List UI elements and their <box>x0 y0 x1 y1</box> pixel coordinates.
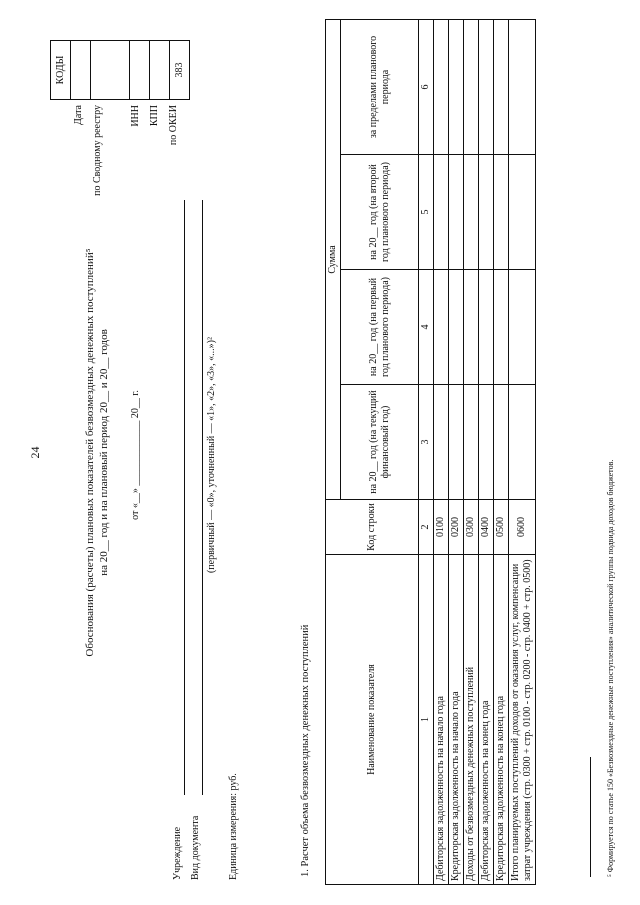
cell-empty <box>434 270 449 385</box>
cell-empty <box>509 19 536 154</box>
row-code: 0500 <box>494 500 509 555</box>
cell-empty <box>464 19 479 154</box>
cell-empty <box>479 385 494 500</box>
row-name: Доходы от безвозмездных денежных поступлений <box>464 555 479 885</box>
cell-empty <box>494 19 509 154</box>
codes-header: КОДЫ <box>51 41 71 100</box>
cell-empty <box>509 385 536 500</box>
row-code: 0200 <box>449 500 464 555</box>
document-title: Обоснования (расчеты) плановых показателей безвозмездных денежных поступлений⁵ <box>84 248 96 657</box>
col-number-3: 3 <box>419 385 434 500</box>
header-sum-beyond-plan: за пределами планового периода <box>341 19 419 154</box>
doc-type-label: Вид документа <box>190 815 201 880</box>
cell-empty <box>464 270 479 385</box>
col-number-6: 6 <box>419 19 434 154</box>
calculation-table <box>325 19 536 885</box>
institution-underline <box>184 200 185 795</box>
table-row <box>434 19 449 884</box>
cell-empty <box>449 19 464 154</box>
table-row <box>479 19 494 884</box>
cell-empty <box>464 385 479 500</box>
cell-empty <box>509 270 536 385</box>
col-number-2: 2 <box>419 500 434 555</box>
cell-empty <box>449 270 464 385</box>
col-number-5: 5 <box>419 155 434 270</box>
unit-label: Единица измерения: руб. <box>228 773 239 880</box>
institution-label: Учреждение <box>172 826 183 880</box>
header-sum-second-plan-year: на 20__ год (на второй год планового периода) <box>341 155 419 270</box>
codes-table <box>50 40 190 100</box>
cell-empty <box>494 270 509 385</box>
table-row <box>464 19 479 884</box>
cell-empty <box>464 155 479 270</box>
page-number: 24 <box>28 446 42 459</box>
row-name: Кредиторская задолженность на начало года <box>449 555 464 885</box>
code-value-inn <box>130 41 150 100</box>
cell-empty <box>434 385 449 500</box>
row-name: Кредиторская задолженность на конец года <box>494 555 509 885</box>
document-date-line: от «__» _____________ 20__ г. <box>130 390 141 520</box>
doc-type-hint: (первичный — «0», уточненный — «1», «2», «3», «...»)² <box>206 336 217 574</box>
cell-empty <box>509 155 536 270</box>
row-code: 0300 <box>464 500 479 555</box>
code-value-kpp <box>150 41 170 100</box>
table-row <box>449 19 464 884</box>
cell-empty <box>434 155 449 270</box>
col-number-4: 4 <box>419 270 434 385</box>
row-code: 0400 <box>479 500 494 555</box>
cell-empty <box>449 385 464 500</box>
cell-empty <box>434 19 449 154</box>
cell-empty <box>479 19 494 154</box>
code-label-inn: ИНН <box>130 105 141 127</box>
row-code: 0100 <box>434 500 449 555</box>
header-row-code: Код строки <box>326 500 419 555</box>
header-sum-current-year: на 20__ год (на текущий финансовый год) <box>341 385 419 500</box>
cell-empty <box>479 155 494 270</box>
code-label-registry: по Сводному реестру <box>92 105 103 196</box>
cell-empty <box>494 385 509 500</box>
code-label-okei: по ОКЕИ <box>168 105 179 146</box>
footnote-separator <box>590 757 591 877</box>
cell-empty <box>494 155 509 270</box>
code-value-registry <box>91 41 130 100</box>
section-title: 1. Расчет объема безвозмездных денежных поступлений <box>300 624 311 877</box>
doc-type-underline <box>202 200 203 795</box>
table-row <box>494 19 509 884</box>
header-sum: Сумма <box>326 19 341 499</box>
code-label-date: Дата <box>73 105 84 125</box>
header-sum-first-plan-year: на 20__ год (на первый год планового периода) <box>341 270 419 385</box>
code-value-date <box>71 41 91 100</box>
row-code: 0600 <box>509 500 536 555</box>
cell-empty <box>479 270 494 385</box>
row-name: Дебиторская задолженность на конец года <box>479 555 494 885</box>
code-label-kpp: КПП <box>149 105 160 127</box>
row-name: Дебиторская задолженность на начало года <box>434 555 449 885</box>
footnote: ⁵ Формируется по статье 150 «Безвозмездные денежные поступления» аналитической группы подвида доходов бюджетов. <box>606 459 615 877</box>
table-row <box>509 19 536 884</box>
row-name: Итого планируемых поступлений доходов от оказания услуг, компенсации затрат учреждения (стр. 0300 + стр. 0100 - стр. 0200 - стр. 0400 + стр. 0500) <box>509 555 536 885</box>
cell-empty <box>449 155 464 270</box>
document-title-period: на 20__ год и на плановый период 20__ и 20__ годов <box>98 329 110 576</box>
code-value-okei: 383 <box>170 41 190 100</box>
header-indicator-name: Наименование показателя <box>326 555 419 885</box>
col-number-1: 1 <box>419 555 434 885</box>
